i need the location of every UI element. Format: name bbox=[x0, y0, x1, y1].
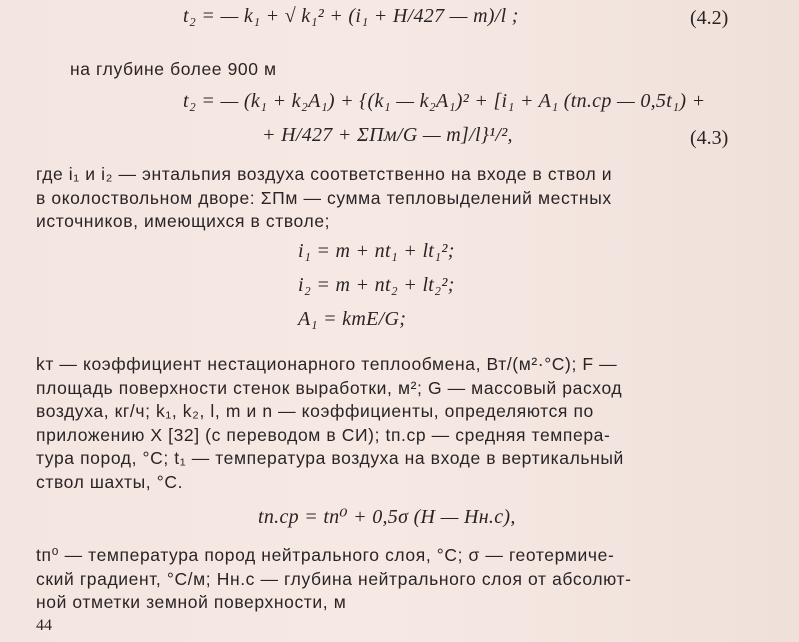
paragraph-definitions-1 bbox=[36, 163, 612, 234]
formula-i2: i₂ = m + nt₂ + lt₂²; bbox=[298, 274, 455, 296]
text-line: где i₁ и i₂ — энтальпия воздуха соответственно на входе в ствол и bbox=[36, 164, 613, 184]
page-number: 44 bbox=[36, 617, 52, 634]
text-line: источников, имеющихся в стволе; bbox=[36, 211, 331, 231]
text-line: воздуха, кг/ч; k₁, k₂, l, m и n — коэффициенты, определяются по bbox=[36, 401, 594, 421]
text-line: kт — коэффициент нестационарного теплообмена, Вт/(м²·°С); F — bbox=[36, 354, 618, 374]
formula-4-3-line-1: t₂ = — (k₁ + k₂A₁) + {(k₁ — k₂A₁)² + [i₁ + A₁ (tп.ср — 0,5t₁) + bbox=[183, 90, 706, 112]
equation-number-4-3: (4.3) bbox=[690, 127, 729, 149]
depth-condition: на глубине более 900 м bbox=[70, 59, 277, 79]
text-line: приложению Х [32] (с переводом в СИ); tп.ср — средняя темпера- bbox=[36, 424, 611, 445]
text-line: в околоствольном дворе: ΣΠм — сумма тепловыделений местных bbox=[36, 187, 612, 208]
paragraph-definitions-2 bbox=[36, 353, 624, 494]
formula-a1: A₁ = kтE/G; bbox=[298, 308, 407, 330]
formula-i1: i₁ = m + nt₁ + lt₁²; bbox=[298, 240, 455, 262]
text-line: ский градиент, °С/м; Hн.с — глубина нейтрального слоя от абсолют- bbox=[36, 568, 632, 589]
text-line: площадь поверхности стенок выработки, м²; G — массовый расход bbox=[36, 377, 623, 398]
formula-4-2: t₂ = — k₁ + √ k₁² + (i₁ + H/427 — m)/l ; bbox=[183, 5, 519, 27]
text-line: тура пород, °С; t₁ — температура воздуха на входе в вертикальный bbox=[36, 448, 624, 468]
text-line: tп⁰ — температура пород нейтрального слоя, °С; σ — геотермиче- bbox=[36, 545, 615, 565]
paragraph-definitions-3 bbox=[36, 544, 632, 615]
formula-rock-temperature: tп.ср = tп⁰ + 0,5σ (H — Hн.с), bbox=[258, 506, 516, 528]
formula-4-3-line-2: + H/427 + ΣΠм/G — m]/l}¹/², bbox=[262, 124, 513, 146]
text-line: ствол шахты, °С. bbox=[36, 471, 184, 492]
equation-number-4-2: (4.2) bbox=[690, 7, 729, 29]
text-line: ной отметки земной поверхности, м bbox=[36, 592, 347, 612]
